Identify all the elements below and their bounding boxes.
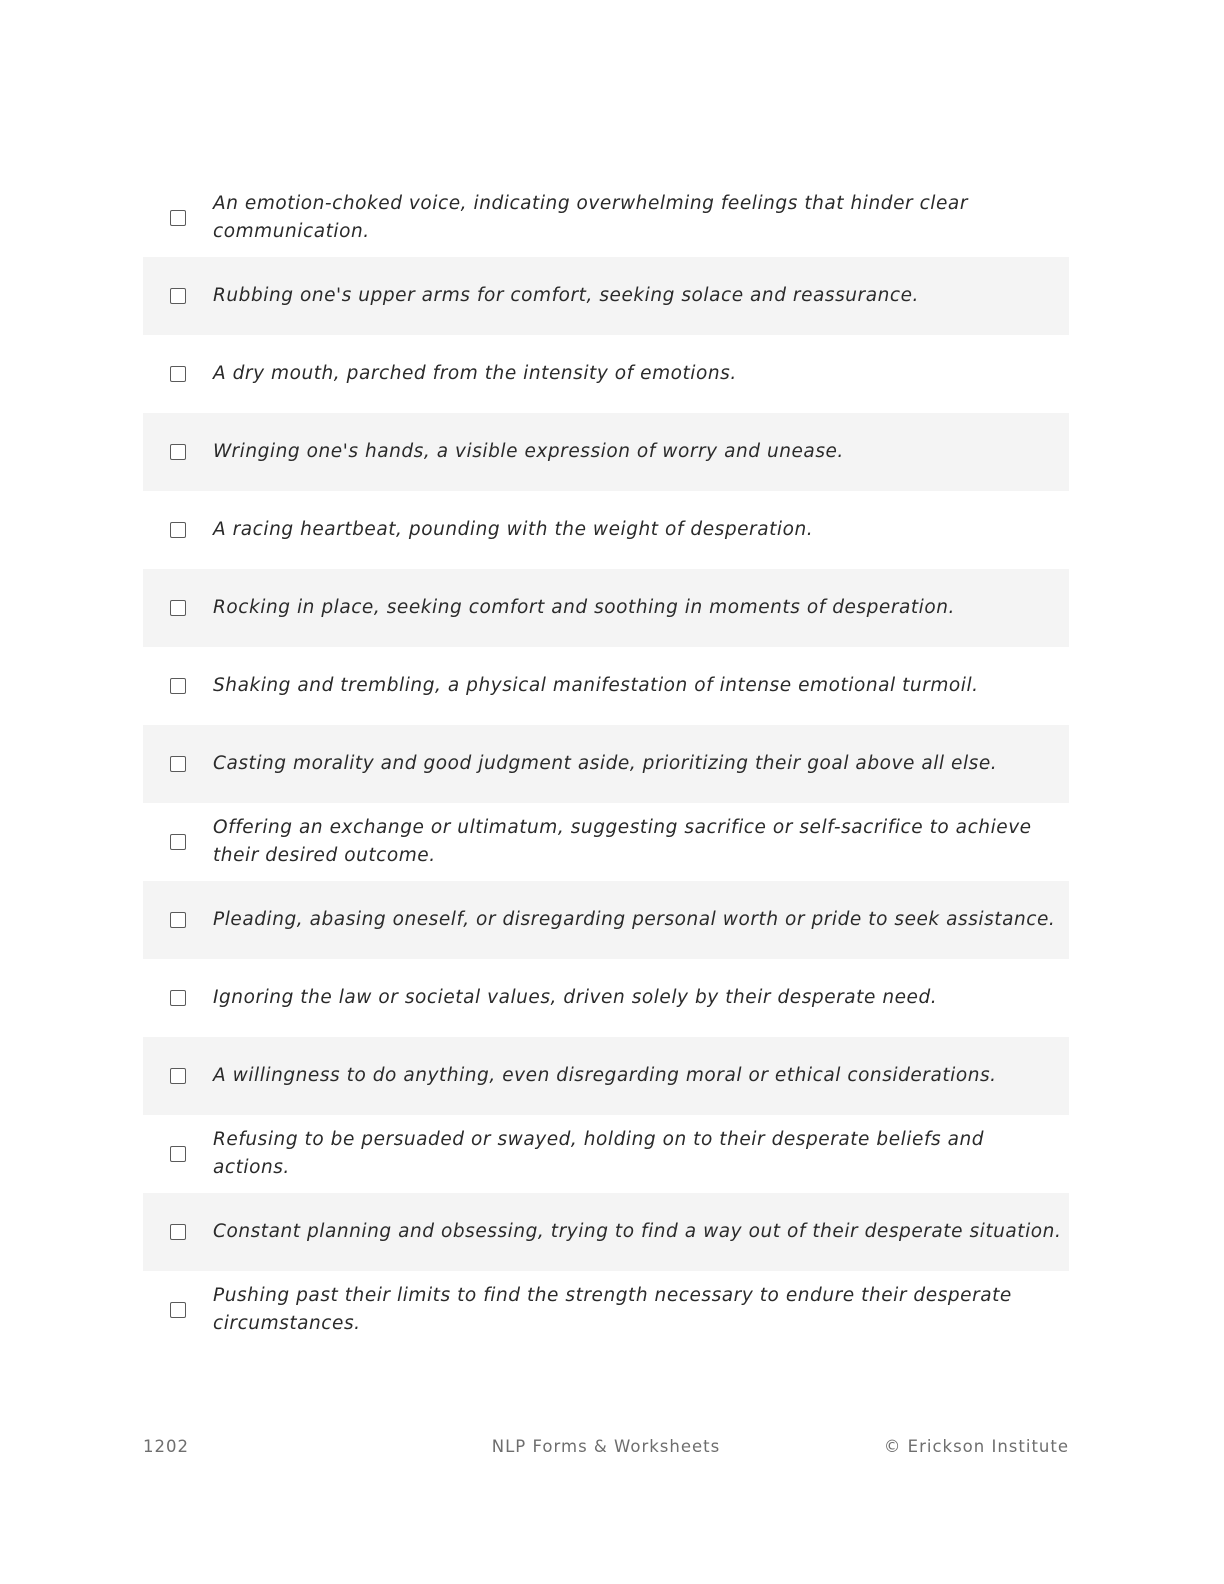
checklist-item-text: Wringing one's hands, a visible expression of worry and unease. [213,441,844,462]
checklist-item [143,1271,1069,1349]
checklist-item-text: Constant planning and obsessing, trying to find a way out of their desperate situation. [213,1221,1062,1242]
document-title: NLP Forms & Worksheets [491,1437,721,1456]
checklist-item-text: Pushing past their limits to find the strength necessary to endure their desperate circumstances. [213,1285,1012,1334]
checklist-item-text: A dry mouth, parched from the intensity of emotions. [213,363,737,384]
checklist-item-text: Offering an exchange or ultimatum, suggesting sacrifice or self-sacrifice to achieve their desired outcome. [213,817,1032,866]
checklist [143,179,1069,1349]
checkbox-cell [143,990,213,1006]
checkbox-cell [143,366,213,382]
checkbox[interactable] [170,834,186,850]
checklist-item [143,1115,1069,1193]
checkbox[interactable] [170,1224,186,1240]
checkbox-cell [143,444,213,460]
page-number: 1202 [143,1437,189,1456]
checklist-item-text: A racing heartbeat, pounding with the weight of desperation. [213,519,814,540]
checkbox-cell [143,1146,213,1162]
checklist-item [143,569,1069,647]
checklist-item [143,803,1069,881]
checkbox-cell [143,756,213,772]
checklist-item [143,647,1069,725]
checklist-item [143,335,1069,413]
checklist-item-text: Pleading, abasing oneself, or disregarding personal worth or pride to seek assistance. [213,909,1056,930]
checkbox-cell [143,912,213,928]
checklist-item-text: Rocking in place, seeking comfort and soothing in moments of desperation. [213,597,955,618]
checkbox[interactable] [170,288,186,304]
checkbox-cell [143,600,213,616]
checklist-item-text: Casting morality and good judgment aside, prioritizing their goal above all else. [213,753,998,774]
checkbox-cell [143,288,213,304]
checkbox[interactable] [170,1068,186,1084]
checkbox[interactable] [170,912,186,928]
checkbox-cell [143,522,213,538]
checkbox[interactable] [170,366,186,382]
checkbox[interactable] [170,1146,186,1162]
checkbox[interactable] [170,522,186,538]
checkbox[interactable] [170,678,186,694]
checklist-item [143,257,1069,335]
checkbox-cell [143,834,213,850]
checklist-item-text: Rubbing one's upper arms for comfort, seeking solace and reassurance. [213,285,919,306]
checkbox[interactable] [170,756,186,772]
checkbox[interactable] [170,210,186,226]
checkbox-cell [143,678,213,694]
checklist-item-text: Ignoring the law or societal values, driven solely by their desperate need. [213,987,938,1008]
checklist-item-text: A willingness to do anything, even disregarding moral or ethical considerations. [213,1065,997,1086]
checkbox-cell [143,1224,213,1240]
checklist-item [143,1193,1069,1271]
checkbox-cell [143,1302,213,1318]
checklist-item [143,491,1069,569]
checkbox[interactable] [170,600,186,616]
checkbox[interactable] [170,990,186,1006]
checklist-item-text: Shaking and trembling, a physical manifestation of intense emotional turmoil. [213,675,979,696]
checkbox[interactable] [170,444,186,460]
checkbox-cell [143,1068,213,1084]
checklist-item [143,959,1069,1037]
checklist-item [143,725,1069,803]
checklist-item-text: An emotion-choked voice, indicating overwhelming feelings that hinder clear communication. [213,193,968,242]
checkbox[interactable] [170,1302,186,1318]
checklist-item [143,179,1069,257]
checklist-item [143,881,1069,959]
checklist-item [143,413,1069,491]
checklist-item-text: Refusing to be persuaded or swayed, holding on to their desperate beliefs and actions. [213,1129,985,1178]
copyright-notice: © Erickson Institute [883,1437,1069,1456]
page-footer [143,1437,1069,1461]
checkbox-cell [143,210,213,226]
checklist-item [143,1037,1069,1115]
